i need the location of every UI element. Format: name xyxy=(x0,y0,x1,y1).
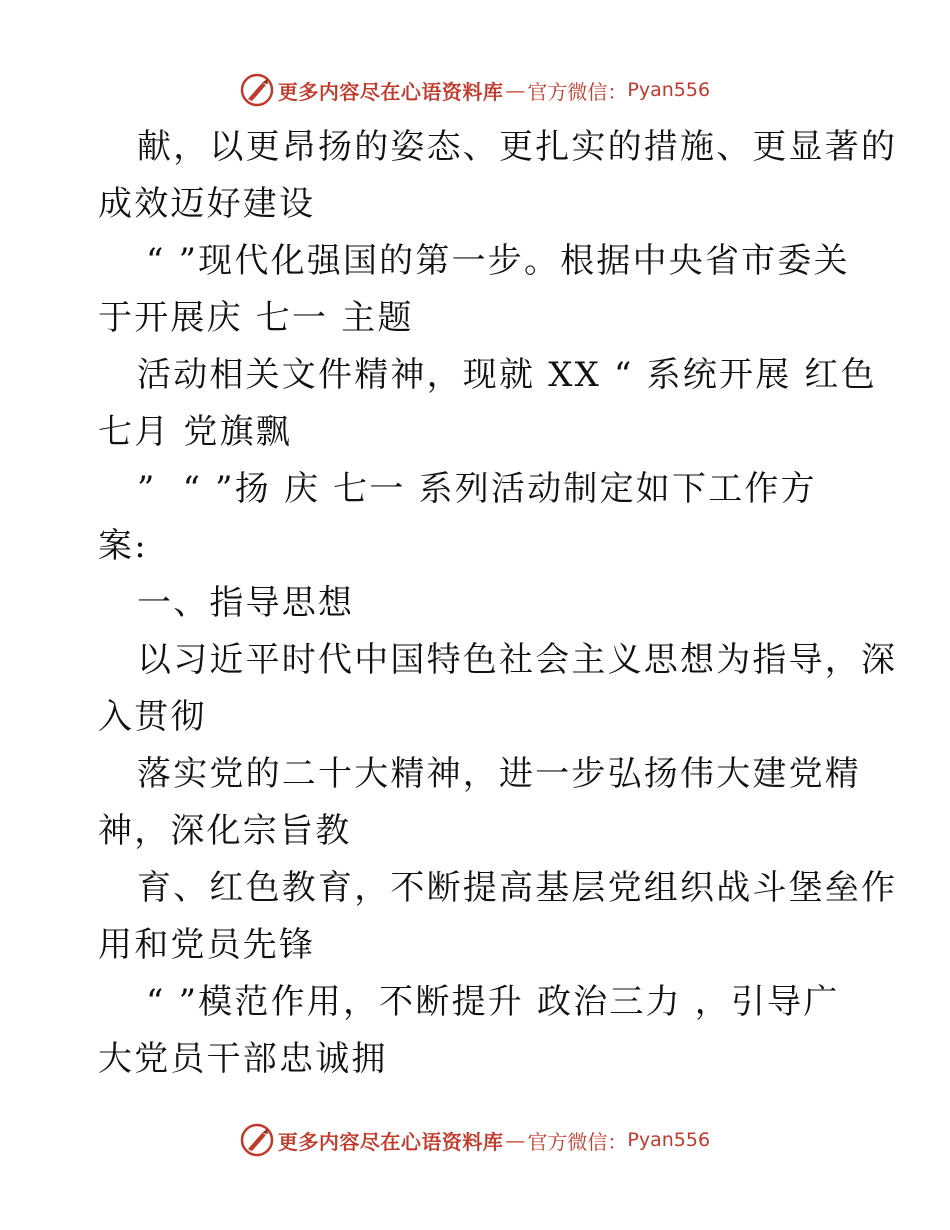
body-line: 大党员干部忠诚拥 xyxy=(98,1039,388,1079)
body-line: 活动相关文件精神，现就 XX “ 系统开展 红色 xyxy=(137,355,877,395)
header-watermark xyxy=(0,68,950,112)
body-line: “ ”模范作用，不断提升 政治三力 ，引导广 xyxy=(146,982,840,1022)
body-line: 育、红色教育，不断提高基层党组织战斗堡垒作 xyxy=(137,868,898,908)
quill-logo-icon xyxy=(240,1123,274,1157)
body-line: 献，以更昂扬的姿态、更扎实的措施、更显著的 xyxy=(137,127,898,167)
footer-watermark xyxy=(0,1118,950,1162)
section-heading: 一、指导思想 xyxy=(137,583,355,623)
body-line: 入贯彻 xyxy=(98,697,207,737)
quill-logo-icon xyxy=(240,73,274,107)
header-site-text: 更多内容尽在心语资料库 xyxy=(277,79,504,104)
body-line: 用和党员先锋 xyxy=(98,925,316,965)
header-contact-label: 官方微信： xyxy=(527,79,628,104)
body-line: 神，深化宗旨教 xyxy=(98,811,352,851)
footer-site-text: 更多内容尽在心语资料库 xyxy=(277,1129,504,1154)
body-line: 成效迈好建设 xyxy=(98,184,316,224)
body-line: 案: xyxy=(98,526,148,566)
footer-contact-label: 官方微信： xyxy=(527,1129,628,1154)
body-line: 于开展庆 七一 主题 xyxy=(98,298,414,338)
footer-contact-handle: Pyan556 xyxy=(627,1129,711,1151)
body-line: 以习近平时代中国特色社会主义思想为指导，深 xyxy=(137,640,898,680)
footer-separator: — xyxy=(505,1128,526,1152)
body-line: ” “ ”扬 庆 七一 系列活动制定如下工作方 xyxy=(137,469,817,509)
header-contact-handle: Pyan556 xyxy=(627,79,711,101)
header-separator: — xyxy=(505,78,526,102)
body-line: 七月 党旗飘 xyxy=(98,412,293,452)
body-line: 落实党的二十大精神，进一步弘扬伟大建党精 xyxy=(137,754,861,794)
body-line: “ ”现代化强国的第一步。根据中央省市委关 xyxy=(146,241,850,281)
